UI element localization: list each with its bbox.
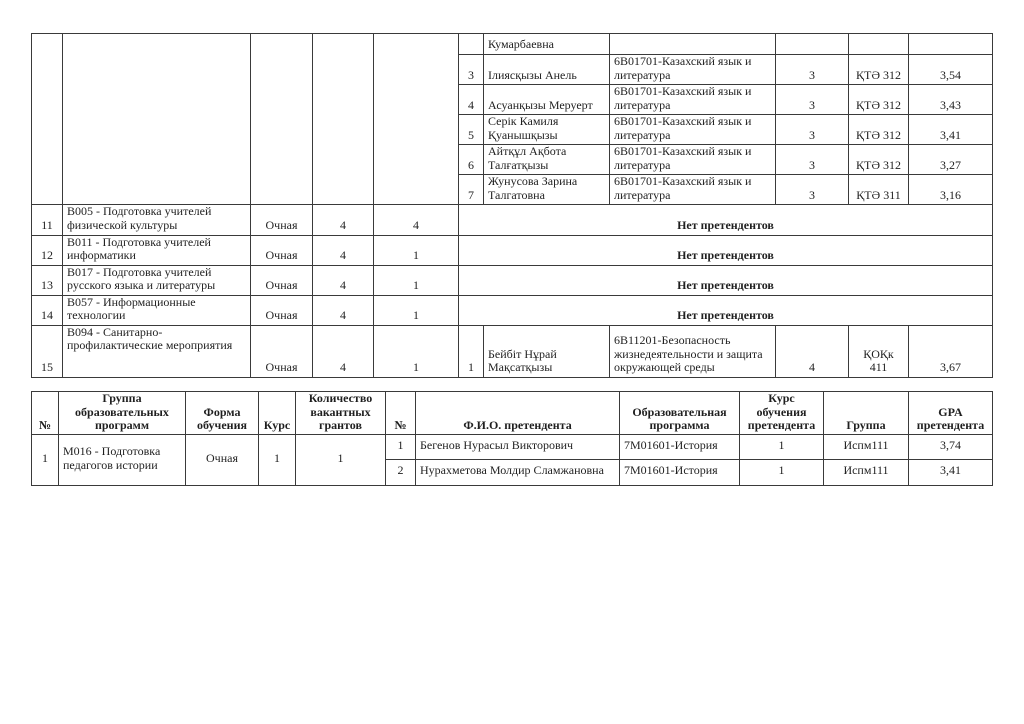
vacant-grants: 1 (374, 325, 459, 377)
program-group-name: B094 - Санитарно-профилактические мероприятия (63, 325, 251, 377)
study-form: Очная (251, 205, 313, 235)
table-row (32, 235, 993, 265)
vacant-grants: 1 (374, 295, 459, 325)
applicant-program: 7М01601-История (620, 459, 740, 485)
applicant-course: 3 (776, 115, 849, 145)
table-row (32, 265, 993, 295)
header-applicant-number: № (386, 392, 416, 435)
no-applicants-cell: Нет претендентов (459, 205, 993, 235)
study-form: Очная (251, 295, 313, 325)
program-group-name: B005 - Подготовка учителей физической культуры (63, 205, 251, 235)
applicant-number: 1 (459, 325, 484, 377)
applicant-group: Испм111 (824, 434, 909, 459)
applicant-group: ҚТӘ 312 (849, 85, 909, 115)
study-form: Очная (186, 434, 259, 485)
header-edu-program: Образовательная программа (620, 392, 740, 435)
applicant-program: 6В11201-Безопасность жизнедеятельности и защита окружающей среды (610, 325, 776, 377)
applicant-number: 7 (459, 175, 484, 205)
no-applicants-cell: Нет претендентов (459, 295, 993, 325)
applicant-course: 3 (776, 85, 849, 115)
program-number: 15 (32, 325, 63, 377)
empty-cell (251, 34, 313, 205)
course: 4 (313, 325, 374, 377)
course: 4 (313, 265, 374, 295)
table-row (32, 434, 993, 459)
applicant-course: 3 (776, 145, 849, 175)
applicant-gpa (909, 34, 993, 55)
course: 4 (313, 295, 374, 325)
applicant-name: Кумарбаевна (484, 34, 610, 55)
applicant-gpa: 3,67 (909, 325, 993, 377)
header-vacant-grants: Количество вакантных грантов (296, 392, 386, 435)
study-form: Очная (251, 265, 313, 295)
applicant-name: Бегенов Нурасыл Викторович (416, 434, 620, 459)
header-course: Курс (259, 392, 296, 435)
programs-applicants-table (31, 33, 993, 378)
no-applicants-cell: Нет претендентов (459, 235, 993, 265)
applicant-course: 1 (740, 434, 824, 459)
header-applicant-fio: Ф.И.О. претендента (416, 392, 620, 435)
applicant-name: Ілиясқызы Анель (484, 55, 610, 85)
study-form: Очная (251, 235, 313, 265)
applicant-gpa: 3,43 (909, 85, 993, 115)
empty-cell (374, 34, 459, 205)
header-number: № (32, 392, 59, 435)
applicant-number: 6 (459, 145, 484, 175)
vacant-grants: 1 (374, 235, 459, 265)
applicant-number: 5 (459, 115, 484, 145)
applicant-group: ҚТӘ 311 (849, 175, 909, 205)
vacant-grants: 1 (296, 434, 386, 485)
vacant-grants: 4 (374, 205, 459, 235)
program-group-name: B011 - Подготовка учителей информатики (63, 235, 251, 265)
applicant-name: Айтқұл Ақбота Талғатқызы (484, 145, 610, 175)
header-group-programs: Группа образовательных программ (59, 392, 186, 435)
applicant-course: 1 (740, 459, 824, 485)
program-number: 11 (32, 205, 63, 235)
applicant-number: 1 (386, 434, 416, 459)
course: 1 (259, 434, 296, 485)
applicant-course: 3 (776, 175, 849, 205)
table-row (32, 34, 993, 55)
applicant-program: 6В01701-Казахский язык и литература (610, 55, 776, 85)
program-number: 1 (32, 434, 59, 485)
program-group-name: М016 - Подготовка педагогов истории (59, 434, 186, 485)
applicant-number: 2 (386, 459, 416, 485)
applicant-course: 4 (776, 325, 849, 377)
applicant-number: 4 (459, 85, 484, 115)
applicant-gpa: 3,16 (909, 175, 993, 205)
table-row (32, 205, 993, 235)
applicant-gpa: 3,74 (909, 434, 993, 459)
applicant-name: Жунусова Зарина Талгатовна (484, 175, 610, 205)
header-gpa: GPA претендента (909, 392, 993, 435)
applicant-program: 6В01701-Казахский язык и литература (610, 145, 776, 175)
program-group-name: B017 - Подготовка учителей русского языка и литературы (63, 265, 251, 295)
header-group: Группа (824, 392, 909, 435)
program-number: 13 (32, 265, 63, 295)
table-row (32, 295, 993, 325)
applicant-name: Серік Камиля Қуанышқызы (484, 115, 610, 145)
header-applicant-course: Курс обучения претендента (740, 392, 824, 435)
masters-program-table (31, 391, 993, 486)
applicant-number: 3 (459, 55, 484, 85)
applicant-name: Асуанқызы Меруерт (484, 85, 610, 115)
course: 4 (313, 235, 374, 265)
study-form: Очная (251, 325, 313, 377)
table-row (32, 325, 993, 377)
applicant-group (849, 34, 909, 55)
applicant-program: 6В01701-Казахский язык и литература (610, 85, 776, 115)
applicant-name: Нурахметова Молдир Сламжановна (416, 459, 620, 485)
applicant-gpa: 3,54 (909, 55, 993, 85)
table-header-row (32, 392, 993, 435)
applicant-name: Бейбіт Нұрай Мақсатқызы (484, 325, 610, 377)
applicant-gpa: 3,41 (909, 459, 993, 485)
program-number: 14 (32, 295, 63, 325)
applicant-course (776, 34, 849, 55)
applicant-number (459, 34, 484, 55)
applicant-program: 7М01601-История (620, 434, 740, 459)
empty-cell (32, 34, 63, 205)
applicant-program: 6В01701-Казахский язык и литература (610, 175, 776, 205)
applicant-gpa: 3,27 (909, 145, 993, 175)
applicant-group: ҚОҚк 411 (849, 325, 909, 377)
vacant-grants: 1 (374, 265, 459, 295)
applicant-gpa: 3,41 (909, 115, 993, 145)
applicant-group: Испм111 (824, 459, 909, 485)
header-study-form: Форма обучения (186, 392, 259, 435)
course: 4 (313, 205, 374, 235)
applicant-group: ҚТӘ 312 (849, 145, 909, 175)
applicant-program: 6В01701-Казахский язык и литература (610, 115, 776, 145)
applicant-program (610, 34, 776, 55)
empty-cell (63, 34, 251, 205)
applicant-group: ҚТӘ 312 (849, 115, 909, 145)
empty-cell (313, 34, 374, 205)
applicant-group: ҚТӘ 312 (849, 55, 909, 85)
program-number: 12 (32, 235, 63, 265)
program-group-name: B057 - Информационные технологии (63, 295, 251, 325)
applicant-course: 3 (776, 55, 849, 85)
no-applicants-cell: Нет претендентов (459, 265, 993, 295)
